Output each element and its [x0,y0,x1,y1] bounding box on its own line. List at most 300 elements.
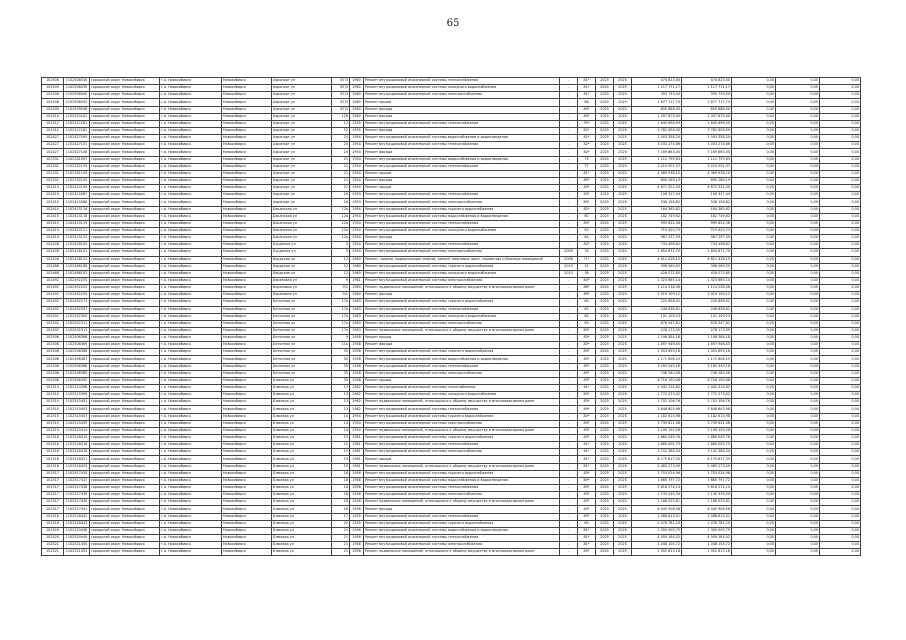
last-repair-year-cell: - [560,92,578,99]
row-id-cell: 102517 [42,492,64,499]
locality-cell: Новосибирск [222,485,272,492]
wear-percent-cell: 63 [578,320,596,327]
plan-year-end-cell: 2025 [614,477,632,484]
table-row [42,527,861,534]
work-type-cell: Ремонт внутридомовой инженерной системы электроснабжения [364,249,560,256]
wear-percent-cell: 83* [578,220,596,227]
regional-funds-cell: 0,00 [776,485,820,492]
street-cell: Блюхера ул [272,485,332,492]
fund-cost-cell: 4 611 416,15 [682,256,732,263]
wear-percent-cell: 81* [578,92,596,99]
house-code-cell: 1102518443 [64,520,90,527]
house-code-cell: 1102331097 [64,156,90,163]
build-year-cell: 1954 [350,156,364,163]
street-cell: Блюхера ул [272,449,332,456]
regional-funds-cell: 0,00 [776,78,820,85]
locality-cell: Новосибирск [222,156,272,163]
street-cell: Блюхера ул [272,499,332,506]
build-year-cell: 1962 [350,406,364,413]
house-code-cell: 1102515399 [64,392,90,399]
last-repair-year-cell: - [560,163,578,170]
local-funds-cell: 0,00 [820,242,861,249]
municipal-district-cell: городской округ Новосибирск [90,192,160,199]
regional-funds-cell: 0,00 [776,270,820,277]
federal-funds-cell: 0,00 [732,235,776,242]
settlement-cell: г.о. Новосибирск [160,78,222,85]
federal-funds-cell: 0,00 [732,142,776,149]
row-id-cell: 102508 [42,92,64,99]
work-type-cell: Ремонт внутридомовой инженерной системы водоснабжения и водоотведения [364,156,560,163]
table-row [42,192,861,199]
work-type-cell: Ремонт фасада [364,113,560,120]
wear-percent-cell: 85* [578,363,596,370]
table-row [42,385,861,392]
wear-percent-cell: 69* [578,406,596,413]
street-cell: Бетонная ул [272,356,332,363]
table-row [42,256,861,263]
fund-cost-cell: 1 171 606,25 [682,356,732,363]
wear-percent-cell: 83* [578,392,596,399]
plan-year-end-cell: 2025 [614,99,632,106]
total-cost-cell: 1 300 505,75 [632,527,682,534]
build-year-cell: 1954 [350,170,364,177]
settlement-cell: г.о. Новосибирск [160,199,222,206]
table-row [42,406,861,413]
municipal-district-cell: городской округ Новосибирск [90,285,160,292]
fund-cost-cell: 1 397 879,40 [682,113,732,120]
work-type-cell: Ремонт фасада [364,292,560,299]
wear-percent-cell: 85* [578,199,596,206]
plan-year-end-cell: 2025 [614,535,632,542]
row-id-cell: 102492 [42,277,64,284]
last-repair-year-cell: - [560,106,578,113]
table-row [42,549,861,556]
last-repair-year-cell: - [560,492,578,499]
fund-cost-cell: 1 860 049,76 [682,435,732,442]
federal-funds-cell: 0,00 [732,299,776,306]
row-id-cell: 102518 [42,513,64,520]
federal-funds-cell: 0,00 [732,263,776,270]
wear-percent-cell: 63 [578,306,596,313]
settlement-cell: г.о. Новосибирск [160,285,222,292]
work-type-cell: Ремонт внутридомовой инженерной системы теплоснабжения [364,163,560,170]
last-repair-year-cell: - [560,370,578,377]
table-row [42,113,861,120]
federal-funds-cell: 0,00 [732,456,776,463]
total-cost-cell: 7 169 863,00 [632,149,682,156]
fund-cost-cell: 3 739 621,48 [682,420,732,427]
municipal-district-cell: городской округ Новосибирск [90,249,160,256]
work-type-cell: Ремонт внутридомовой инженерной системы холодного водоснабжения [364,270,560,277]
house-number-cell: 15 [332,435,350,442]
locality-cell: Новосибирск [222,127,272,134]
wear-percent-cell: 80 [578,213,596,220]
plan-year-start-cell: 2025 [596,392,614,399]
table-row [42,213,861,220]
locality-cell: Новосибирск [222,377,272,384]
plan-year-end-cell: 2025 [614,413,632,420]
work-type-cell: Ремонт внутридомовой инженерной системы горячего водоснабжения [364,299,560,306]
settlement-cell: г.о. Новосибирск [160,106,222,113]
house-number-cell: 18 [332,470,350,477]
house-number-cell: 35 [332,370,350,377]
municipal-district-cell: городской округ Новосибирск [90,270,160,277]
row-id-cell: 102515 [42,406,64,413]
row-id-cell: 102508 [42,99,64,106]
row-id-cell: 102427 [42,149,64,156]
locality-cell: Новосибирск [222,320,272,327]
street-cell: Блюхера ул [272,542,332,549]
street-cell: Блюхера ул [272,442,332,449]
total-cost-cell: 4 059 184,02 [632,535,682,542]
plan-year-start-cell: 2025 [596,449,614,456]
local-funds-cell: 0,00 [820,549,861,556]
locality-cell: Новосибирск [222,113,272,120]
street-cell: Блюхера ул [272,513,332,520]
last-repair-year-cell: - [560,320,578,327]
plan-year-end-cell: 2025 [614,177,632,184]
build-year-cell: 1956 [350,542,364,549]
federal-funds-cell: 0,00 [732,277,776,284]
locality-cell: Новосибирск [222,277,272,284]
house-number-cell: 20 [332,149,350,156]
last-repair-year-cell: - [560,206,578,213]
last-repair-year-cell: - [560,520,578,527]
house-number-cell: 16 [332,199,350,206]
last-repair-year-cell: - [560,242,578,249]
municipal-district-cell: городской округ Новосибирск [90,427,160,434]
locality-cell: Новосибирск [222,192,272,199]
street-cell: Березовая ул [272,285,332,292]
last-repair-year-cell: - [560,470,578,477]
fund-cost-cell: 1 677 717,74 [682,99,732,106]
house-number-cell: 67/3 [332,78,350,85]
wear-percent-cell: 83* [578,427,596,434]
last-repair-year-cell: - [560,235,578,242]
street-cell: Аэропорт ул [272,142,332,149]
build-year-cell: 1956 [350,492,364,499]
work-type-cell: Ремонт внутридомовой инженерной системы горячего водоснабжения [364,349,560,356]
house-code-cell: 1102415087 [64,192,90,199]
build-year-cell: 1958 [350,370,364,377]
fund-cost-cell: 1 854 871,70 [682,249,732,256]
row-id-cell: 102506 [42,335,64,342]
wear-percent-cell: 65* [578,513,596,520]
local-funds-cell: 0,00 [820,342,861,349]
last-repair-year-cell: - [560,292,578,299]
house-number-cell: 35 [332,356,350,363]
row-id-cell: 102502 [42,313,64,320]
settlement-cell: г.о. Новосибирск [160,370,222,377]
last-repair-year-cell: - [560,435,578,442]
plan-year-start-cell: 2025 [596,327,614,334]
house-code-cell: 1102521450 [64,542,90,549]
fund-cost-cell: 3 210 501,37 [682,163,732,170]
settlement-cell: г.о. Новосибирск [160,313,222,320]
house-code-cell: 1102512281 [64,127,90,134]
house-number-cell: 14 [332,427,350,434]
locality-cell: Новосибирск [222,327,272,334]
last-repair-year-cell: - [560,406,578,413]
wear-percent-cell: 85* [578,370,596,377]
plan-year-start-cell: 2025 [596,285,614,292]
plan-year-start-cell: 2025 [596,120,614,127]
settlement-cell: г.о. Новосибирск [160,135,222,142]
regional-funds-cell: 0,00 [776,85,820,92]
locality-cell: Новосибирск [222,99,272,106]
regional-funds-cell: 0,00 [776,370,820,377]
federal-funds-cell: 0,00 [732,470,776,477]
street-cell: Блюхера ул [272,506,332,513]
regional-funds-cell: 0,00 [776,477,820,484]
fund-cost-cell: 355 733,00 [682,92,732,99]
table-row [42,520,861,527]
build-year-cell: 1958 [350,356,364,363]
build-year-cell: 1956 [350,506,364,513]
plan-year-end-cell: 2025 [614,320,632,327]
house-code-cell: 1102516423 [64,463,90,470]
plan-year-start-cell: 2025 [596,513,614,520]
locality-cell: Новосибирск [222,406,272,413]
regional-funds-cell: 0,00 [776,542,820,549]
wear-percent-cell: 83* [578,492,596,499]
street-cell: Блюхера ул [272,535,332,542]
build-year-cell: 1963 [350,327,364,334]
plan-year-start-cell: 2025 [596,506,614,513]
plan-year-end-cell: 2025 [614,363,632,370]
row-id-cell: 102415 [42,213,64,220]
work-type-cell: Ремонт внутридомовой инженерной системы холодного водоснабжения [364,392,560,399]
federal-funds-cell: 0,00 [732,399,776,406]
wear-percent-cell: 38 [578,270,596,277]
locality-cell: Новосибирск [222,542,272,549]
local-funds-cell: 0,00 [820,520,861,527]
federal-funds-cell: 0,00 [732,149,776,156]
federal-funds-cell: 0,00 [732,549,776,556]
local-funds-cell: 0,00 [820,99,861,106]
total-cost-cell: 4 369 938,10 [632,170,682,177]
regional-funds-cell: 0,00 [776,277,820,284]
locality-cell: Новосибирск [222,106,272,113]
last-repair-year-cell: - [560,220,578,227]
table-row [42,185,861,192]
regional-funds-cell: 0,00 [776,363,820,370]
locality-cell: Новосибирск [222,299,272,306]
total-cost-cell: 1 854 871,70 [632,249,682,256]
settlement-cell: г.о. Новосибирск [160,156,222,163]
wear-percent-cell: 83* [578,420,596,427]
house-code-cell: 1102516418 [64,449,90,456]
table-row [42,335,861,342]
plan-year-start-cell: 2025 [596,463,614,470]
plan-year-end-cell: 2025 [614,527,632,534]
plan-year-start-cell: 2025 [596,149,614,156]
table-row [42,492,861,499]
street-cell: Блюхера ул [272,463,332,470]
plan-year-end-cell: 2025 [614,149,632,156]
municipal-district-cell: городской округ Новосибирск [90,363,160,370]
fund-cost-cell: 164 365,82 [682,206,732,213]
regional-funds-cell: 0,00 [776,320,820,327]
house-code-cell: 1102509046 [64,106,90,113]
house-number-cell: 17а [332,320,350,327]
plan-year-start-cell: 2025 [596,85,614,92]
settlement-cell: г.о. Новосибирск [160,277,222,284]
total-cost-cell: 690 289,19 [632,177,682,184]
plan-year-start-cell: 2025 [596,549,614,556]
plan-year-end-cell: 2025 [614,385,632,392]
plan-year-start-cell: 2025 [596,185,614,192]
plan-year-start-cell: 2025 [596,385,614,392]
federal-funds-cell: 0,00 [732,135,776,142]
locality-cell: Новосибирск [222,249,272,256]
house-number-cell: 18 [332,477,350,484]
house-code-cell: 1102331104 [64,170,90,177]
federal-funds-cell: 0,00 [732,192,776,199]
plan-year-end-cell: 2025 [614,199,632,206]
street-cell: Блюхера ул [272,399,332,406]
plan-year-end-cell: 2025 [614,349,632,356]
wear-percent-cell: 75 [578,156,596,163]
municipal-district-cell: городской округ Новосибирск [90,492,160,499]
street-cell: Баканская ул [272,235,332,242]
plan-year-start-cell: 2025 [596,406,614,413]
municipal-district-cell: городской округ Новосибирск [90,113,160,120]
wear-percent-cell: 77 [578,163,596,170]
federal-funds-cell: 0,00 [732,535,776,542]
total-cost-cell: 220 696,02 [632,299,682,306]
municipal-district-cell: городской округ Новосибирск [90,199,160,206]
last-repair-year-cell: - [560,192,578,199]
settlement-cell: г.о. Новосибирск [160,377,222,384]
federal-funds-cell: 0,00 [732,542,776,549]
street-cell: Бурденко ул [272,242,332,249]
street-cell: Аэропорт ул [272,170,332,177]
plan-year-end-cell: 2025 [614,370,632,377]
last-repair-year-cell: - [560,78,578,85]
plan-year-start-cell: 2025 [596,427,614,434]
row-id-cell: 102492 [42,299,64,306]
regional-funds-cell: 0,00 [776,527,820,534]
last-repair-year-cell: - [560,477,578,484]
house-code-cell: 1102515409 [64,420,90,427]
settlement-cell: г.о. Новосибирск [160,342,222,349]
row-id-cell: 102466 [42,263,64,270]
federal-funds-cell: 0,00 [732,313,776,320]
plan-year-end-cell: 2025 [614,277,632,284]
last-repair-year-cell: - [560,142,578,149]
municipal-district-cell: городской округ Новосибирск [90,392,160,399]
work-type-cell: Ремонт внутридомовой инженерной системы теплоснабжения [364,306,560,313]
settlement-cell: г.о. Новосибирск [160,506,222,513]
build-year-cell: 1960 [350,256,364,263]
last-repair-year-cell: - [560,170,578,177]
page-number: 65 [446,18,460,29]
build-year-cell: 1961 [350,463,364,470]
local-funds-cell: 0,00 [820,427,861,434]
house-code-cell: 1102515407 [64,413,90,420]
total-cost-cell: 1 660 797,72 [632,477,682,484]
row-id-cell: 102332 [42,163,64,170]
last-repair-year-cell: - [560,213,578,220]
plan-year-start-cell: 2025 [596,277,614,284]
locality-cell: Новосибирск [222,256,272,263]
total-cost-cell: 1 677 717,74 [632,99,682,106]
build-year-cell: 1960 [350,78,364,85]
street-cell: Бердская ул [272,270,332,277]
federal-funds-cell: 0,00 [732,270,776,277]
fund-cost-cell: 2 919 109,12 [682,292,732,299]
work-type-cell: Ремонт внутридомовой инженерной системы электроснабжения [364,542,560,549]
federal-funds-cell: 0,00 [732,185,776,192]
plan-year-end-cell: 2025 [614,256,632,263]
locality-cell: Новосибирск [222,442,272,449]
last-repair-year-cell: - [560,442,578,449]
house-code-cell: 1102492205 [64,277,90,284]
plan-year-start-cell: 2025 [596,106,614,113]
work-type-cell: Ремонт внутридомовой инженерной системы горячего водоснабжения [364,470,560,477]
total-cost-cell: 1 112 795,63 [632,156,682,163]
regional-funds-cell: 0,00 [776,92,820,99]
plan-year-start-cell: 2025 [596,420,614,427]
plan-year-end-cell: 2025 [614,270,632,277]
local-funds-cell: 0,00 [820,113,861,120]
regional-funds-cell: 0,00 [776,327,820,334]
row-id-cell: 102510 [42,113,64,120]
build-year-cell: 1956 [350,527,364,534]
house-number-cell: 21 [332,170,350,177]
work-type-cell: Ремонт внутридомовой инженерной системы теплоснабжения [364,406,560,413]
house-code-cell: 1102506392 [64,377,90,384]
fund-cost-cell: 1 753 024,96 [682,470,732,477]
table-row [42,120,861,127]
plan-year-end-cell: 2025 [614,163,632,170]
house-number-cell: 15 [332,456,350,463]
table-body [42,78,861,556]
street-cell: Баканская ул [272,227,332,234]
settlement-cell: г.о. Новосибирск [160,499,222,506]
work-type-cell: Ремонт внутридомовой инженерной системы теплоснабжения [364,220,560,227]
work-type-cell: Ремонт фасада [364,149,560,156]
municipal-district-cell: городской округ Новосибирск [90,377,160,384]
regional-funds-cell: 0,00 [776,192,820,199]
municipal-district-cell: городской округ Новосибирск [90,520,160,527]
plan-year-start-cell: 2025 [596,163,614,170]
regional-funds-cell: 0,00 [776,206,820,213]
local-funds-cell: 0,00 [820,377,861,384]
local-funds-cell: 0,00 [820,185,861,192]
wear-percent-cell: 83* [578,470,596,477]
table-row [42,206,861,213]
row-id-cell: 102506 [42,356,64,363]
total-cost-cell: 426 072,80 [632,270,682,277]
table-row [42,242,861,249]
last-repair-year-cell: - [560,120,578,127]
municipal-district-cell: городской округ Новосибирск [90,177,160,184]
wear-percent-cell: 81* [578,456,596,463]
locality-cell: Новосибирск [222,349,272,356]
work-type-cell: Ремонт подвальных помещений, относящихся к общему имуществу в многоквартирном доме [364,427,560,434]
regional-funds-cell: 0,00 [776,356,820,363]
build-year-cell: 1960 [350,85,364,92]
federal-funds-cell: 0,00 [732,420,776,427]
street-cell: Аэропорт ул [272,85,332,92]
total-cost-cell: 2 919 109,12 [632,292,682,299]
plan-year-start-cell: 2025 [596,170,614,177]
total-cost-cell: 1 702 106,76 [632,399,682,406]
plan-year-end-cell: 2025 [614,85,632,92]
locality-cell: Новосибирск [222,335,272,342]
